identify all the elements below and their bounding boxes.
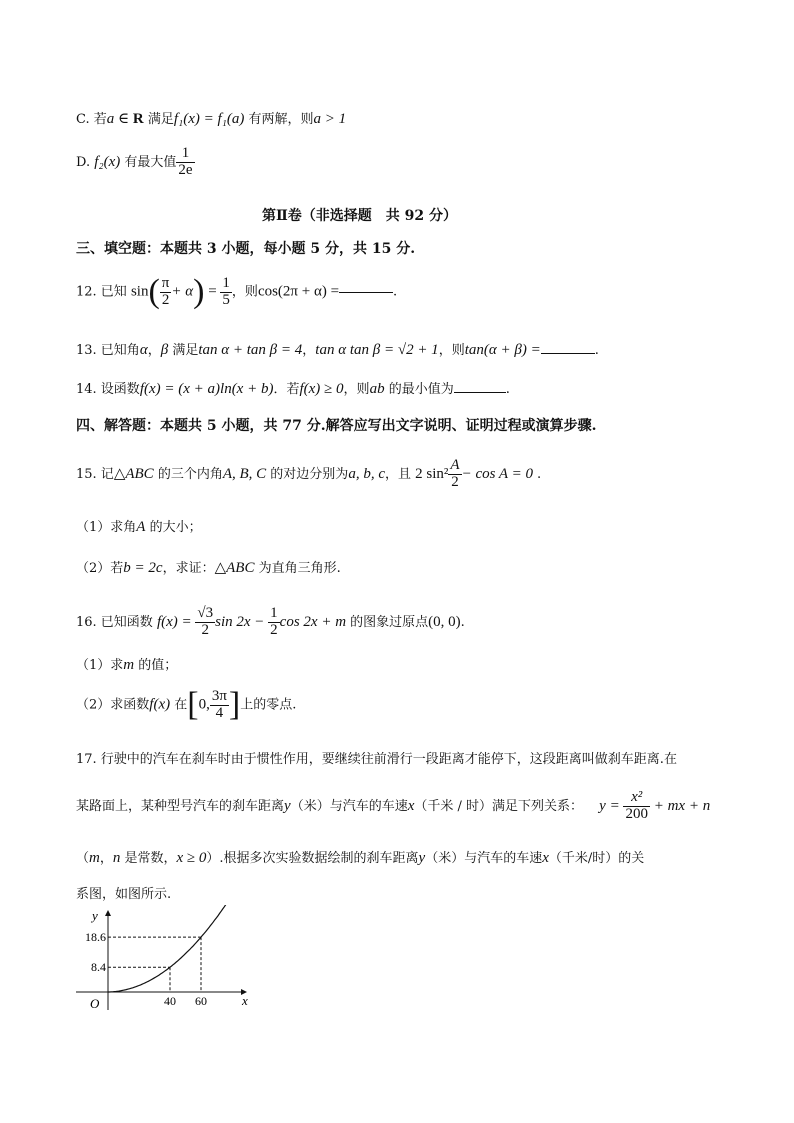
question-12: [76, 275, 397, 309]
q15-t2: 的对边分别为: [266, 466, 349, 482]
q16-interval-right: [210, 689, 229, 722]
q17-x2: x: [542, 850, 549, 866]
option-d-function: f₂(x): [94, 153, 121, 170]
question-16: [76, 606, 465, 639]
q16-part-2: [76, 688, 296, 722]
q15-eq-pre: 2 sin²: [415, 465, 449, 482]
q15-t1: 的三个内角: [153, 466, 223, 482]
question-14: [76, 382, 510, 397]
q16-origin: (0, 0): [428, 613, 461, 630]
q15-number: 15. 记: [76, 466, 114, 482]
q12-then: ，则: [231, 284, 258, 300]
q16-number: 16. 已知函数: [76, 614, 153, 630]
q15-angles: A, B, C: [222, 465, 267, 482]
option-c-mid: 满足: [143, 112, 174, 127]
q14-ab: ab: [369, 381, 385, 397]
q14-if: ．若: [273, 382, 300, 397]
option-d-label: D.: [76, 154, 91, 170]
q16-sqrt3: √3: [197, 605, 214, 621]
q13-target: tan(α + β) =: [464, 342, 541, 358]
option-c-set-r: R: [132, 111, 144, 127]
q16-interval-left: 0,: [198, 696, 210, 713]
q12-answer-blank: [339, 292, 393, 293]
q17-line-3: [76, 851, 644, 866]
q17-xcond: x ≥ 0: [176, 850, 207, 866]
q16-sub2-pre: （2）求函数: [76, 697, 150, 713]
q16-cos2x: cos 2x + m: [279, 613, 347, 630]
q13-cond1: tan α + tan β = 4: [198, 342, 303, 358]
q17-line-1: 17. 行驶中的汽车在刹车时由于惯性作用，要继续往前滑行一段距离才能停下，这段距离叫做刹车距离.在: [76, 752, 677, 767]
q16-sin2x: sin 2x −: [215, 613, 269, 630]
q13-cond2: tan α tan β = √2 + 1: [315, 342, 439, 358]
q12-frac-den: 5: [222, 291, 230, 308]
q16-interval-den: 4: [215, 704, 224, 721]
q12-frac-num: 1: [222, 274, 230, 291]
q13-end: .: [594, 343, 599, 358]
option-c: [76, 112, 346, 127]
q15-half-angle: [448, 458, 461, 491]
q17-unit-m: （米）与汽车的车速: [290, 798, 408, 814]
q13-alpha: α: [139, 342, 148, 358]
q13-comma2: ，: [302, 343, 316, 358]
question-13: [76, 343, 599, 358]
option-c-label: C. 若: [76, 112, 107, 127]
q16-interval-num: 3π: [211, 687, 227, 704]
braking-distance-chart: [76, 905, 266, 1015]
q16-end: .: [460, 614, 465, 630]
q17-l2-pre: 某路面上，某种型号汽车的刹车距离: [76, 798, 285, 814]
q17-l3-pre: （: [76, 851, 90, 866]
q14-answer-blank: [454, 392, 506, 393]
q17-x: x: [407, 797, 415, 814]
q16-two: 2: [201, 621, 209, 638]
q15-sub1-pre: （1）求角: [76, 520, 137, 535]
q16-sub2-post: 上的零点.: [240, 697, 297, 713]
q15-eq-den: 2: [451, 473, 459, 490]
q17-m: m: [89, 850, 100, 866]
q16-one: 1: [270, 605, 278, 621]
q16-sub1-post: 的值；: [134, 658, 178, 673]
q16-two-b: 2: [270, 621, 278, 638]
option-c-equation: f₁(x) = f₁(a): [173, 111, 245, 127]
q15-eq-post: − cos A = 0: [461, 465, 533, 482]
option-c-cond: a ∈: [106, 111, 133, 127]
q12-target: cos(2π + α) =: [257, 283, 340, 300]
q17-unit-m2: （米）与汽车的车速: [425, 851, 543, 866]
q15-t3: ，且: [384, 466, 411, 482]
q16-sub1-pre: （1）求: [76, 658, 124, 673]
q16-left-bracket: [: [187, 686, 199, 723]
q12-pi-over-2: [160, 276, 172, 309]
q12-two: 2: [161, 291, 170, 308]
x-tick-label-60: 60: [195, 994, 207, 1008]
q15-part-1: [76, 520, 202, 535]
q17-comma: ，: [99, 851, 113, 866]
q14-function: f(x) = (x + a)ln(x + b): [139, 381, 274, 397]
q14-then: ，则: [343, 382, 370, 397]
q13-beta: β: [160, 342, 169, 358]
q15-eq-num: A: [450, 457, 460, 473]
section-2-title: 第Ⅱ卷（非选择题 共 92 分）: [262, 208, 458, 224]
q17-eq-y: y =: [599, 797, 624, 814]
option-d-text: 有最大值: [120, 154, 177, 170]
q15-part-2: [76, 561, 341, 576]
q13-comma: ，: [147, 343, 161, 358]
q15-sub1-var: A: [136, 519, 146, 535]
option-d-fraction: [176, 146, 194, 179]
q17-y2: y: [418, 850, 426, 866]
q15-sub1-post: 的大小；: [145, 520, 202, 535]
y-tick-label-8-4: 8.4: [91, 960, 106, 975]
q14-number: 14. 设函数: [76, 382, 140, 397]
q16-sub1-var: m: [123, 657, 135, 673]
q16-one-over-2: [268, 606, 280, 639]
q12-number: 12. 已知: [76, 284, 127, 300]
q12-equals: =: [204, 283, 221, 300]
x-axis-label: x: [242, 993, 248, 1008]
part-3-heading: 三、填空题：本题共 3 小题，每小题 5 分，共 15 分.: [76, 241, 416, 257]
q12-left-paren: (: [148, 273, 160, 310]
q16-fn-pre: f(x) =: [156, 613, 196, 630]
option-c-conclusion: a > 1: [313, 111, 347, 127]
y-tick-label-18-6: 18.6: [85, 930, 106, 945]
q16-right-bracket: ]: [228, 686, 241, 723]
q14-text: 的最小值为: [384, 382, 454, 397]
q15-end: .: [536, 466, 542, 482]
q17-unit-kmh2: （千米/时）的关: [548, 851, 645, 866]
option-c-mid2: 有两解，则: [244, 112, 314, 127]
q17-eq-den: 200: [625, 805, 648, 822]
q13-then: ，则: [438, 343, 465, 358]
q16-sqrt3-over-2: [195, 606, 215, 639]
q12-fraction: [220, 276, 232, 309]
y-axis-label: y: [92, 908, 98, 923]
q17-line-4: 系图，如图所示.: [76, 887, 172, 902]
braking-curve: [108, 905, 229, 992]
q17-unit-kmh: （千米 / 时）满足下列关系：: [414, 798, 584, 814]
q15-sub2-mid: ，求证：: [162, 561, 215, 576]
question-15: [76, 458, 541, 491]
q12-end: .: [393, 284, 398, 300]
q15-sub2-post: 为直角三角形.: [254, 561, 341, 576]
q16-sub2-in: 在: [170, 697, 188, 713]
q15-sides: a, b, c: [348, 465, 385, 482]
q12-plus-alpha: + α: [171, 283, 194, 300]
option-d-frac-den: 2e: [178, 161, 193, 178]
q15-triangle: △ABC: [113, 465, 154, 482]
q15-sub2-cond: b = 2c: [123, 560, 163, 576]
x-tick-label-40: 40: [164, 994, 176, 1008]
q12-pi: π: [161, 274, 170, 291]
q12-sin: sin: [130, 283, 149, 300]
q16-post: 的图象过原点: [346, 614, 429, 630]
option-d: [76, 146, 195, 179]
part-4-heading: 四、解答题：本题共 5 小题，共 77 分.解答应写出文字说明、证明过程或演算步骤.: [76, 418, 597, 434]
origin-label: O: [90, 996, 100, 1011]
q13-answer-blank: [541, 353, 595, 354]
q15-sub2-triangle: △ABC: [214, 560, 255, 576]
q15-sub2-pre: （2）若: [76, 561, 124, 576]
q17-line-2: [76, 790, 710, 823]
q17-eq-fraction: [623, 790, 650, 823]
q16-part-1: [76, 658, 177, 673]
q13-satisfy: 满足: [168, 343, 199, 358]
q14-condition: f(x) ≥ 0: [299, 381, 344, 397]
q16-sub2-fn: f(x): [149, 696, 171, 713]
q17-y: y: [284, 797, 291, 814]
option-d-frac-num: 1: [176, 146, 194, 163]
q13-number: 13. 已知角: [76, 343, 140, 358]
q17-l3-mid: ）.根据多次实验数据绘制的刹车距离: [206, 851, 419, 866]
q12-right-paren: ): [193, 273, 205, 310]
q17-eq-post: + mx + n: [649, 797, 711, 814]
q17-eq-num: x²: [623, 790, 650, 807]
q17-n: n: [112, 850, 121, 866]
q17-const: 是常数，: [120, 851, 177, 866]
q14-end: .: [505, 382, 510, 397]
